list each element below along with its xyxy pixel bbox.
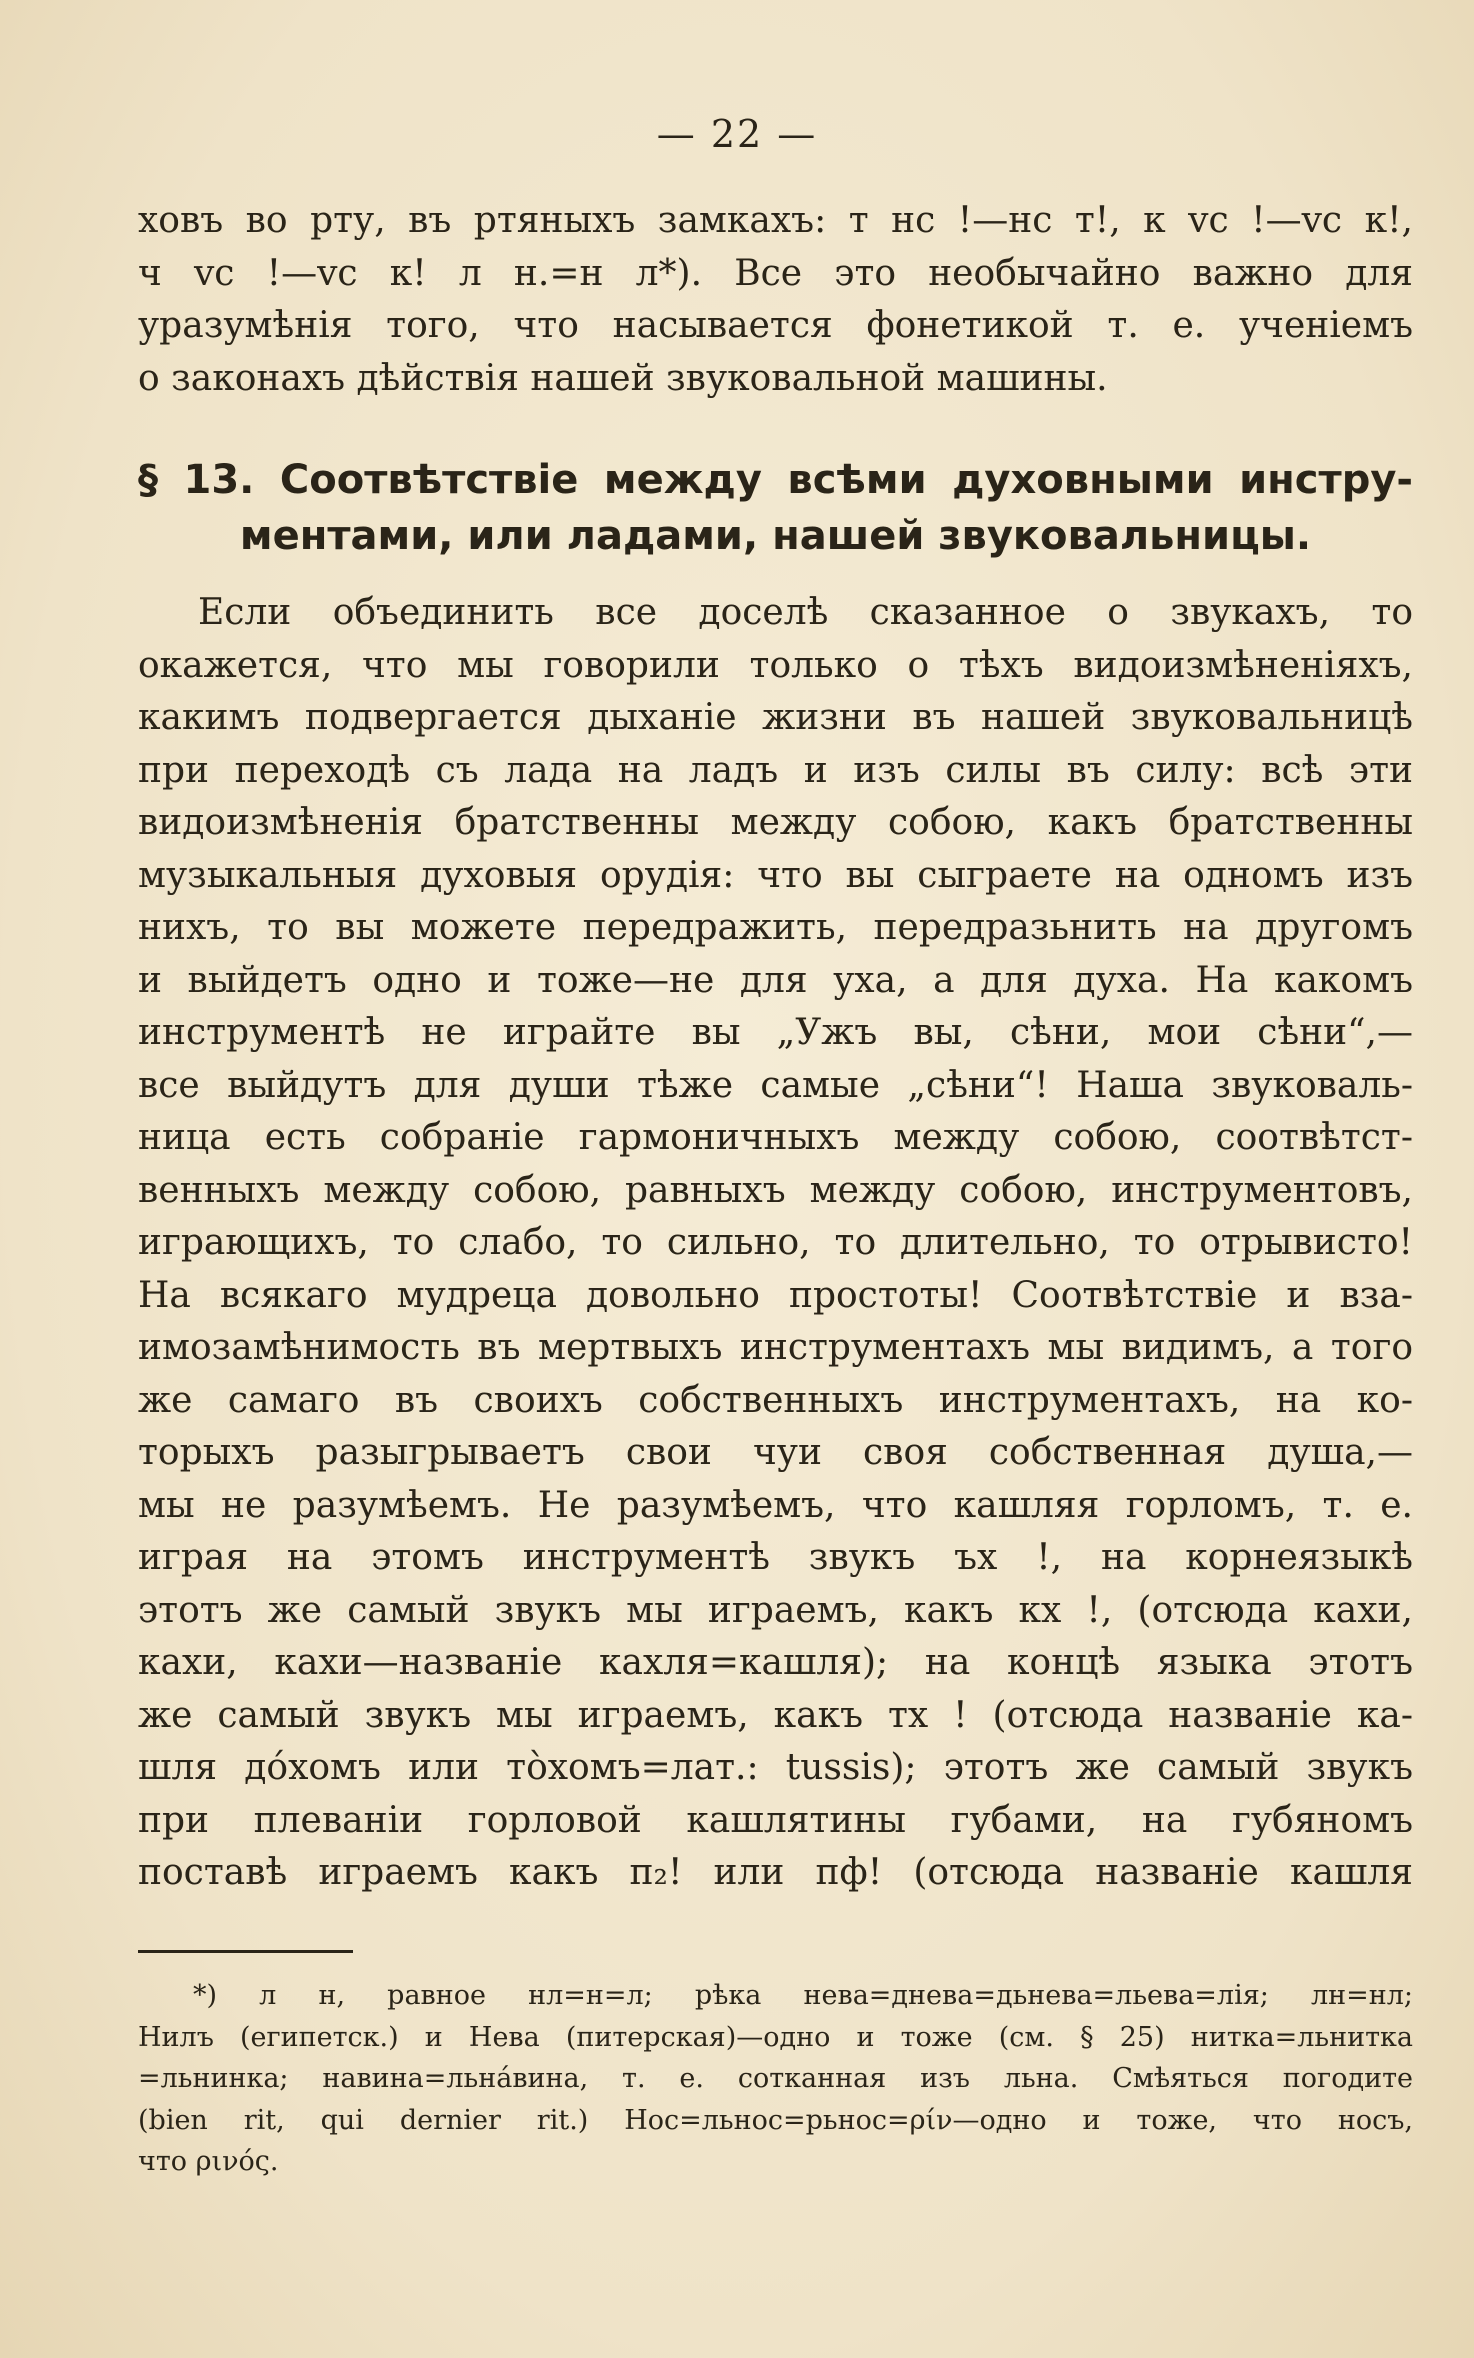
text-line: кахи, кахи—названіе кахля=кашля); на концѣ языка этотъ (138, 1642, 1413, 1683)
text-line: при плеваніи горловой кашлятины губами, на губяномъ (138, 1799, 1413, 1841)
text-line: играющихъ, то слабо, то сильно, то длительно, то отрывисто! (138, 1222, 1413, 1263)
page-number: — 22 — (656, 112, 818, 156)
text-line: ховъ во рту, въ ртяныхъ замкахъ: т нс !—нс т!, к vс !—vс к!, (138, 200, 1413, 241)
footnote (138, 1975, 1413, 2183)
text-line: имозамѣнимость въ мертвыхъ инструментахъ мы видимъ, а того (138, 1327, 1413, 1368)
text-line: нихъ, то вы можете передражить, передразьнить на другомъ (138, 907, 1413, 948)
text-line: ница есть собраніе гармоничныхъ между собою, соотвѣтст- (138, 1117, 1413, 1158)
text-line: окажется, что мы говорили только о тѣхъ видоизмѣненіяхъ, (138, 644, 1413, 686)
text-line: Если объединить все доселѣ сказанное о звукахъ, то (198, 592, 1413, 633)
text-line: торыхъ разыгрываетъ свои чуи своя собственная душа,— (138, 1432, 1413, 1473)
text-line: венныхъ между собою, равныхъ между собою, инструментовъ, (138, 1169, 1413, 1211)
text-line: же самаго въ своихъ собственныхъ инструментахъ, на ко- (138, 1379, 1413, 1421)
text-line: ч vс !—vс к! л н.=н л*). Все это необычайно важно для (138, 252, 1413, 294)
text-line: же самый звукъ мы играемъ, какъ тх ! (отсюда названіе ка- (138, 1694, 1413, 1736)
main-paragraph (138, 587, 1413, 1900)
footnote-line: что ρινός. (138, 2146, 279, 2177)
footnote-line: *) л н, равное нл=н=л; рѣка нева=днева=дьнева=льева=лія; лн=нл; (193, 1980, 1413, 2011)
footnote-line: (bien rit, qui dernier rit.) Нос=льнос=рьнос=ρίν—одно и тоже, что носъ, (138, 2104, 1413, 2136)
text-line: при переходѣ съ лада на ладъ и изъ силы въ силу: всѣ эти (138, 749, 1413, 791)
continued-paragraph (138, 195, 1413, 405)
text-line: шля дóхомъ или тòхомъ=лат.: tussis); этотъ же самый звукъ (138, 1747, 1413, 1788)
footnote-line: =льнинка; навина=льнáвина, т. е. сотканная изъ льна. Смѣяться погодите (138, 2063, 1413, 2094)
text-line: и выйдетъ одно и тоже—не для уха, а для духа. На какомъ (138, 959, 1413, 1001)
heading-line: ментами, или ладами, нашей звуковальницы. (239, 513, 1312, 559)
text-line: все выйдутъ для души тѣже самые „сѣни“! Наша звуковаль- (138, 1064, 1413, 1106)
text-line: инструментѣ не играйте вы „Ужъ вы, сѣни, мои сѣни“,— (138, 1012, 1413, 1053)
text-line: уразумѣнія того, что насывается фонетикой т. е. ученіемъ (138, 305, 1413, 346)
heading-line: § 13. Соотвѣтствіе между всѣми духовными инстру- (138, 457, 1413, 503)
text-line: музыкальныя духовыя орудія: что вы сыграете на одномъ изъ (138, 854, 1413, 896)
text-line: этотъ же самый звукъ мы играемъ, какъ кх !, (отсюда кахи, (138, 1589, 1413, 1631)
text-line: видоизмѣненія братственны между собою, какъ братственны (138, 802, 1413, 843)
text-line: какимъ подвергается дыханіе жизни въ нашей звуковальницѣ (138, 697, 1413, 738)
text-line: играя на этомъ инструментѣ звукъ ъх !, на корнеязыкѣ (138, 1537, 1413, 1578)
text-line: мы не разумѣемъ. Не разумѣемъ, что кашляя горломъ, т. е. (138, 1484, 1413, 1526)
footnote-line: Нилъ (египетск.) и Нева (питерская)—одно и тоже (см. § 25) нитка=льнитка (138, 2021, 1413, 2053)
section-heading (138, 452, 1413, 564)
text-line: о законахъ дѣйствія нашей звуковальной машины. (138, 357, 1108, 399)
footnote-divider (138, 1950, 353, 1953)
text-line: поставѣ играемъ какъ п₂! или пф! (отсюда названіе кашля (138, 1852, 1413, 1893)
text-line: На всякаго мудреца довольно простоты! Соотвѣтствіе и вза- (138, 1274, 1413, 1316)
